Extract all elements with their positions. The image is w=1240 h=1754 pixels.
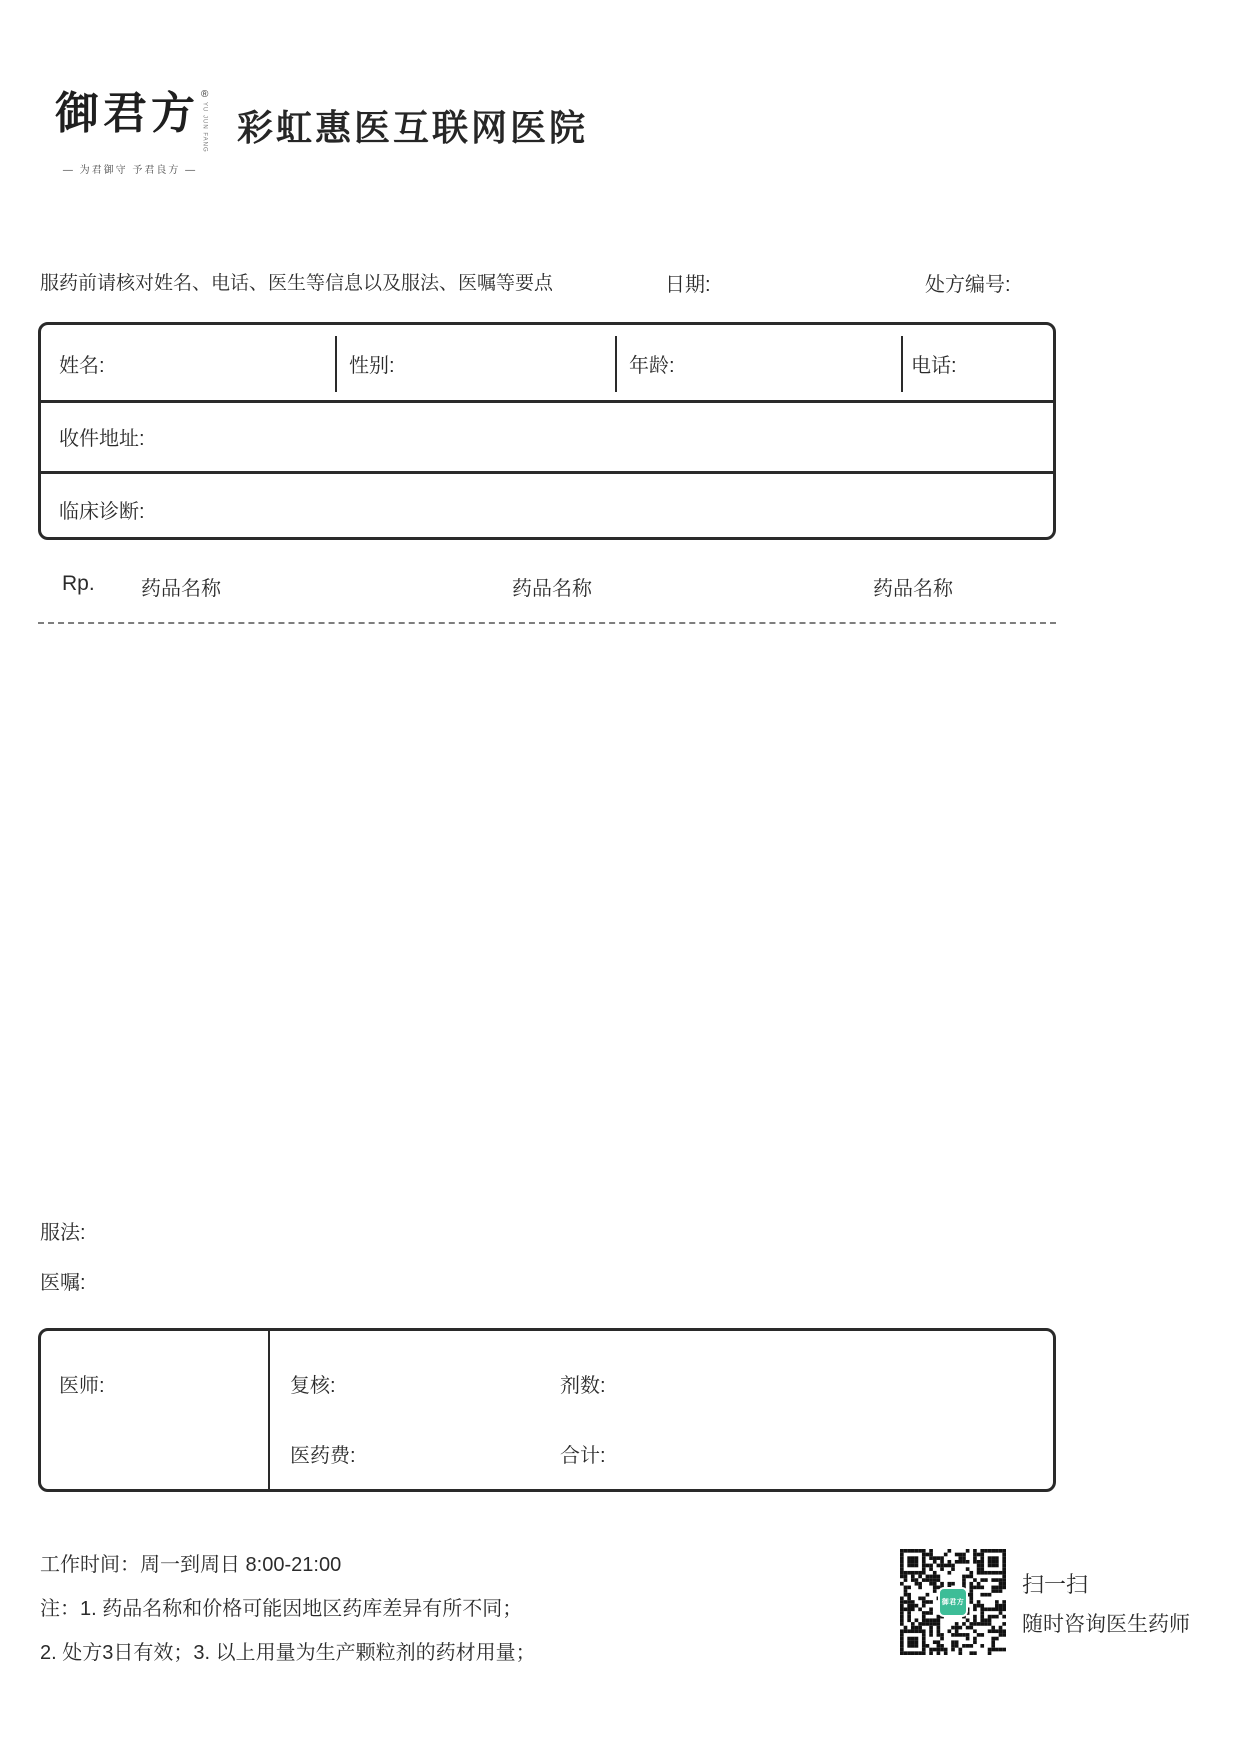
hospital-name: 彩虹惠医互联网医院 [237,107,589,148]
brand-tagline: — 为君御守 予君良方 — [62,164,198,176]
usage-field-label: 服法: [40,1222,86,1244]
rp-label: Rp. [62,572,95,595]
row-divider [41,471,1053,474]
trademark-symbol: ® [201,89,209,100]
drug-name-column-header: 药品名称 [512,578,592,600]
qr-center-logo: 御君方 [938,1587,968,1617]
address-field-label: 收件地址: [59,428,145,450]
medicine-fee-field-label: 医药费: [290,1445,356,1467]
qr-code [900,1549,1006,1655]
gender-field-label: 性别: [349,355,395,377]
verification-notice: 服药前请核对姓名、电话、医生等信息以及服法、医嘱等要点 [40,273,554,294]
brand-side [201,90,208,153]
note-line-1: 注：1. 药品名称和价格可能因地区药库差异有所不同； [40,1598,523,1620]
date-field-label: 日期: [665,274,711,296]
name-field-label: 姓名: [59,355,105,377]
brand-romanized: YU JUN FANG [201,102,208,153]
drug-name-column-header: 药品名称 [141,578,221,600]
patient-info-row [41,325,1053,400]
phone-field-label: 电话: [911,355,957,377]
row-divider [41,400,1053,403]
drug-name-column-header: 药品名称 [873,578,953,600]
cell-divider [268,1331,270,1489]
review-field-label: 复核: [290,1375,336,1397]
note-line-2: 2. 处方3日有效；3. 以上用量为生产颗粒剂的药材用量； [40,1642,536,1664]
total-field-label: 合计: [560,1445,606,1467]
patient-info-box [38,322,1056,540]
cell-divider [615,336,617,392]
scan-description: 随时咨询医生药师 [1022,1613,1190,1636]
doctor-advice-field-label: 医嘱: [40,1272,86,1294]
diagnosis-field-label: 临床诊断: [59,501,145,523]
working-hours-text: 工作时间：周一到周日 8:00-21:00 [40,1554,342,1576]
physician-field-label: 医师: [59,1375,105,1397]
brand-name: 御君方 [55,88,199,139]
scan-label: 扫一扫 [1022,1572,1089,1597]
brand-logo [55,90,215,176]
age-field-label: 年龄: [629,355,675,377]
cell-divider [901,336,903,392]
cell-divider [335,336,337,392]
prescription-number-label: 处方编号: [925,274,1011,296]
dashed-separator [38,622,1056,624]
signature-box [38,1328,1056,1492]
dose-count-field-label: 剂数: [560,1375,606,1397]
